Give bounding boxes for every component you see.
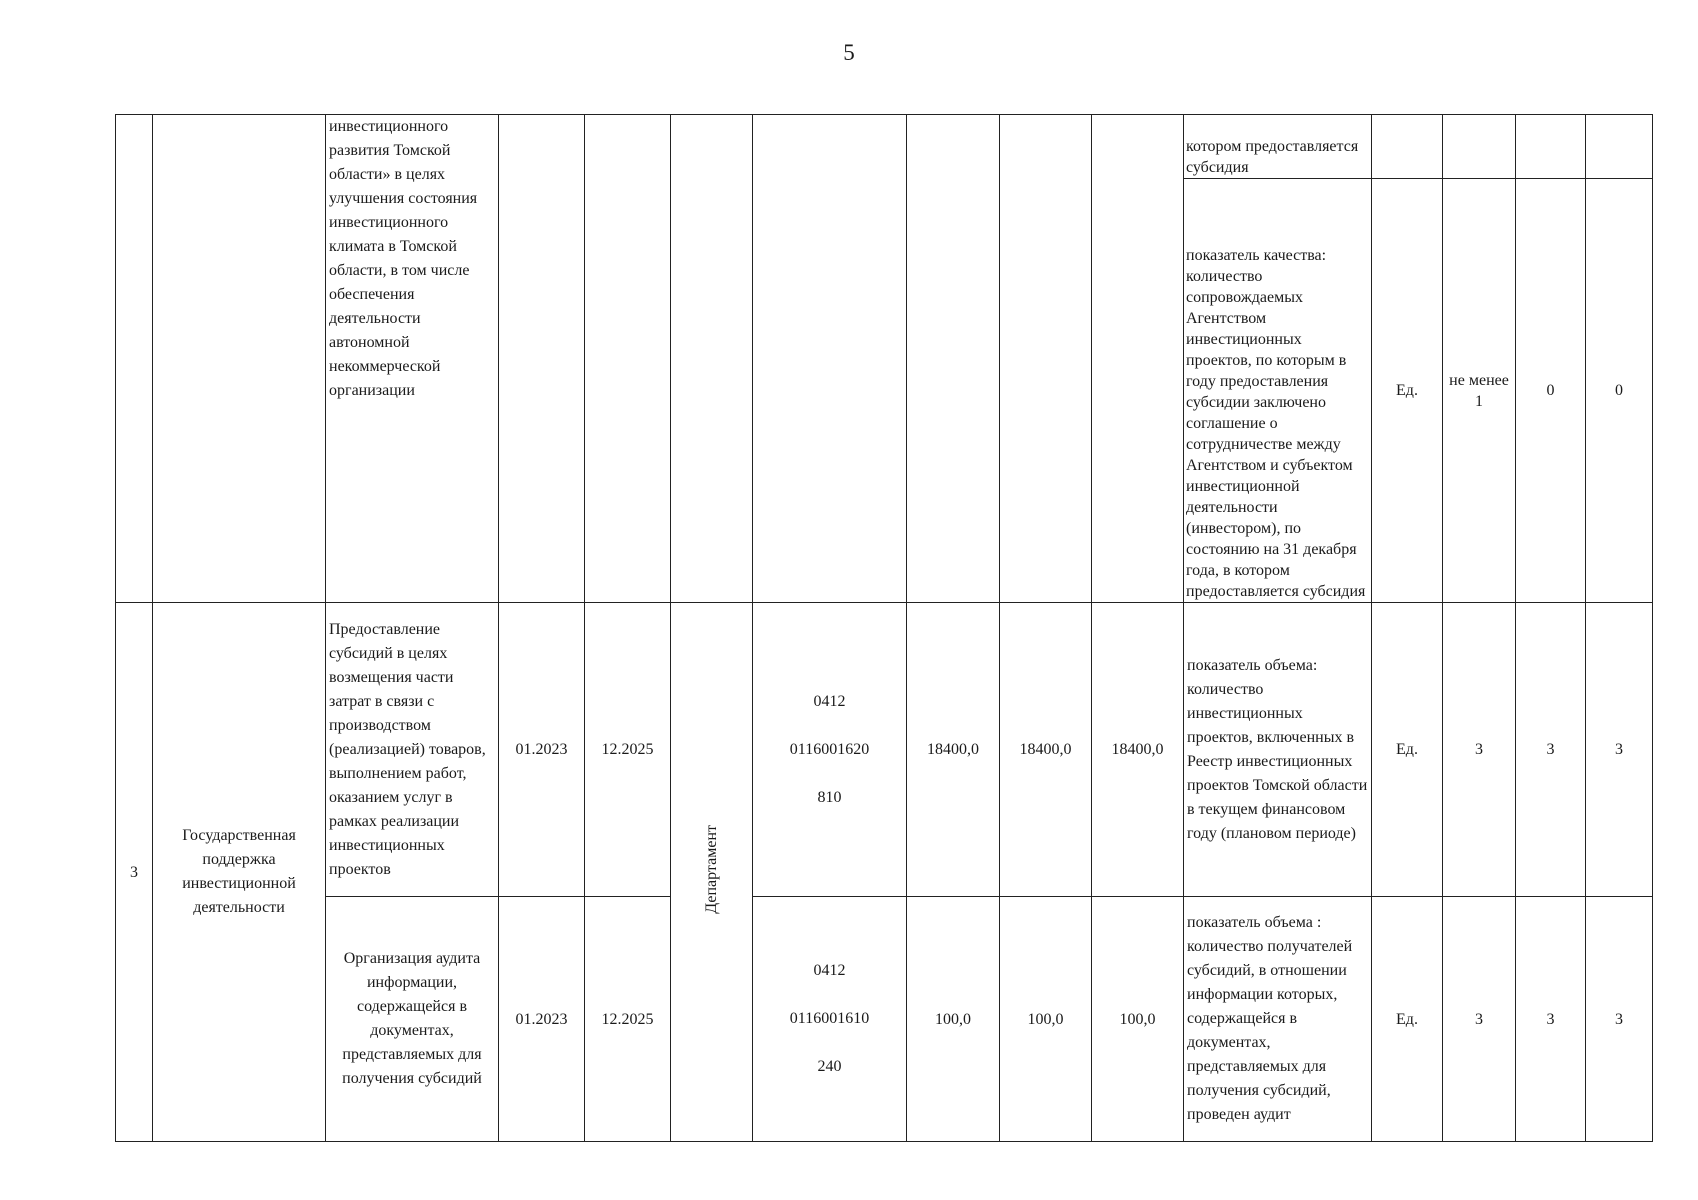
- event-1-code-line2: 0116001620: [789, 740, 870, 758]
- cont-indicator-2: показатель качества: количество сопровождаемых Агентством инвестиционных проектов, по которым в году предоставления субсидии заключено соглашение о сотрудничестве между Агентством и субъектом инвестиционной деятельности (инвестором), по состоянию на 31 декабря года, в котором предоставляется субсидия: [1184, 179, 1372, 603]
- event-2-amount1: 100,0: [907, 897, 1000, 1142]
- event-2-end: 12.2025: [585, 897, 671, 1142]
- cont-start-cell: [499, 115, 585, 603]
- event-1-start: 01.2023: [499, 603, 585, 897]
- event-2-text: Организация аудита информации, содержащейся в документах, представляемых для получения субсидий: [326, 897, 499, 1142]
- cont-value2-2: 0: [1516, 179, 1586, 603]
- event-1-end: 12.2025: [585, 603, 671, 897]
- program-table: [115, 114, 1653, 1142]
- section3-row-2: [116, 897, 1653, 1142]
- event-1-unit: Ед.: [1372, 603, 1443, 897]
- event-1-text: Предоставление субсидий в целях возмещения части затрат в связи с производством (реализацией) товаров, выполнением работ, оказанием услуг в рамках реализации инвестиционных проектов: [326, 603, 499, 897]
- event-1-indicator: показатель объема: количество инвестиционных проектов, включенных в Реестр инвестиционных проектов Томской области в текущем финансовом году (плановом периоде): [1184, 603, 1372, 897]
- event-2-amount2: 100,0: [1000, 897, 1092, 1142]
- cont-unit-1: [1372, 115, 1443, 179]
- event-2-code: [753, 897, 907, 1142]
- event-2-code-line3: 240: [817, 1058, 842, 1075]
- page-number: 5: [843, 40, 855, 65]
- cont-indicator-1: котором предоставляется субсидия: [1184, 115, 1372, 179]
- section-name: Государственная поддержка инвестиционной деятельности: [153, 603, 326, 1142]
- cont-amount1-cell: [907, 115, 1000, 603]
- event-1-code-line1: 0412: [813, 692, 846, 710]
- executor-cell: [671, 603, 753, 1142]
- executor-label: Департамент: [703, 824, 720, 914]
- event-1-value2: 3: [1516, 603, 1586, 897]
- cont-unit-2: Ед.: [1372, 179, 1443, 603]
- cont-amount2-cell: [1000, 115, 1092, 603]
- event-1-value1: 3: [1443, 603, 1516, 897]
- event-1-code-line3: 810: [817, 788, 842, 806]
- event-2-indicator: показатель объема : количество получателей субсидий, в отношении информации которых, содержащейся в документах, представляемых для получения субсидий, проведен аудит: [1184, 897, 1372, 1142]
- cont-end-cell: [585, 115, 671, 603]
- event-1-amount3: 18400,0: [1092, 603, 1184, 897]
- cont-amount3-cell: [1092, 115, 1184, 603]
- event-2-value2: 3: [1516, 897, 1586, 1142]
- event-1-value3: 3: [1586, 603, 1653, 897]
- event-2-unit: Ед.: [1372, 897, 1443, 1142]
- event-1-amount1: 18400,0: [907, 603, 1000, 897]
- event-2-start: 01.2023: [499, 897, 585, 1142]
- cont-name-cell: [153, 115, 326, 603]
- event-2-code-line1: 0412: [813, 962, 846, 979]
- event-2-value1: 3: [1443, 897, 1516, 1142]
- cont-value2-1: [1516, 115, 1586, 179]
- cont-value1-1: [1443, 115, 1516, 179]
- cont-value3-1: [1586, 115, 1653, 179]
- cont-event-text: инвестиционного развития Томской области» в целях улучшения состояния инвестиционного климата в Томской области, в том числе обеспечения деятельности автономной некоммерческой организации: [326, 115, 499, 603]
- event-2-code-line2: 0116001610: [789, 1010, 870, 1027]
- continuation-row-1: [116, 115, 1653, 179]
- section3-row-1: [116, 603, 1653, 897]
- section-number: 3: [116, 603, 153, 1142]
- cont-code-cell: [753, 115, 907, 603]
- cont-executor-cell: [671, 115, 753, 603]
- event-1-code: [753, 603, 907, 897]
- cont-num-cell: [116, 115, 153, 603]
- event-2-amount3: 100,0: [1092, 897, 1184, 1142]
- cont-value3-2: 0: [1586, 179, 1653, 603]
- event-1-amount2: 18400,0: [1000, 603, 1092, 897]
- cont-value1-2: не менее 1: [1443, 179, 1516, 603]
- event-2-value3: 3: [1586, 897, 1653, 1142]
